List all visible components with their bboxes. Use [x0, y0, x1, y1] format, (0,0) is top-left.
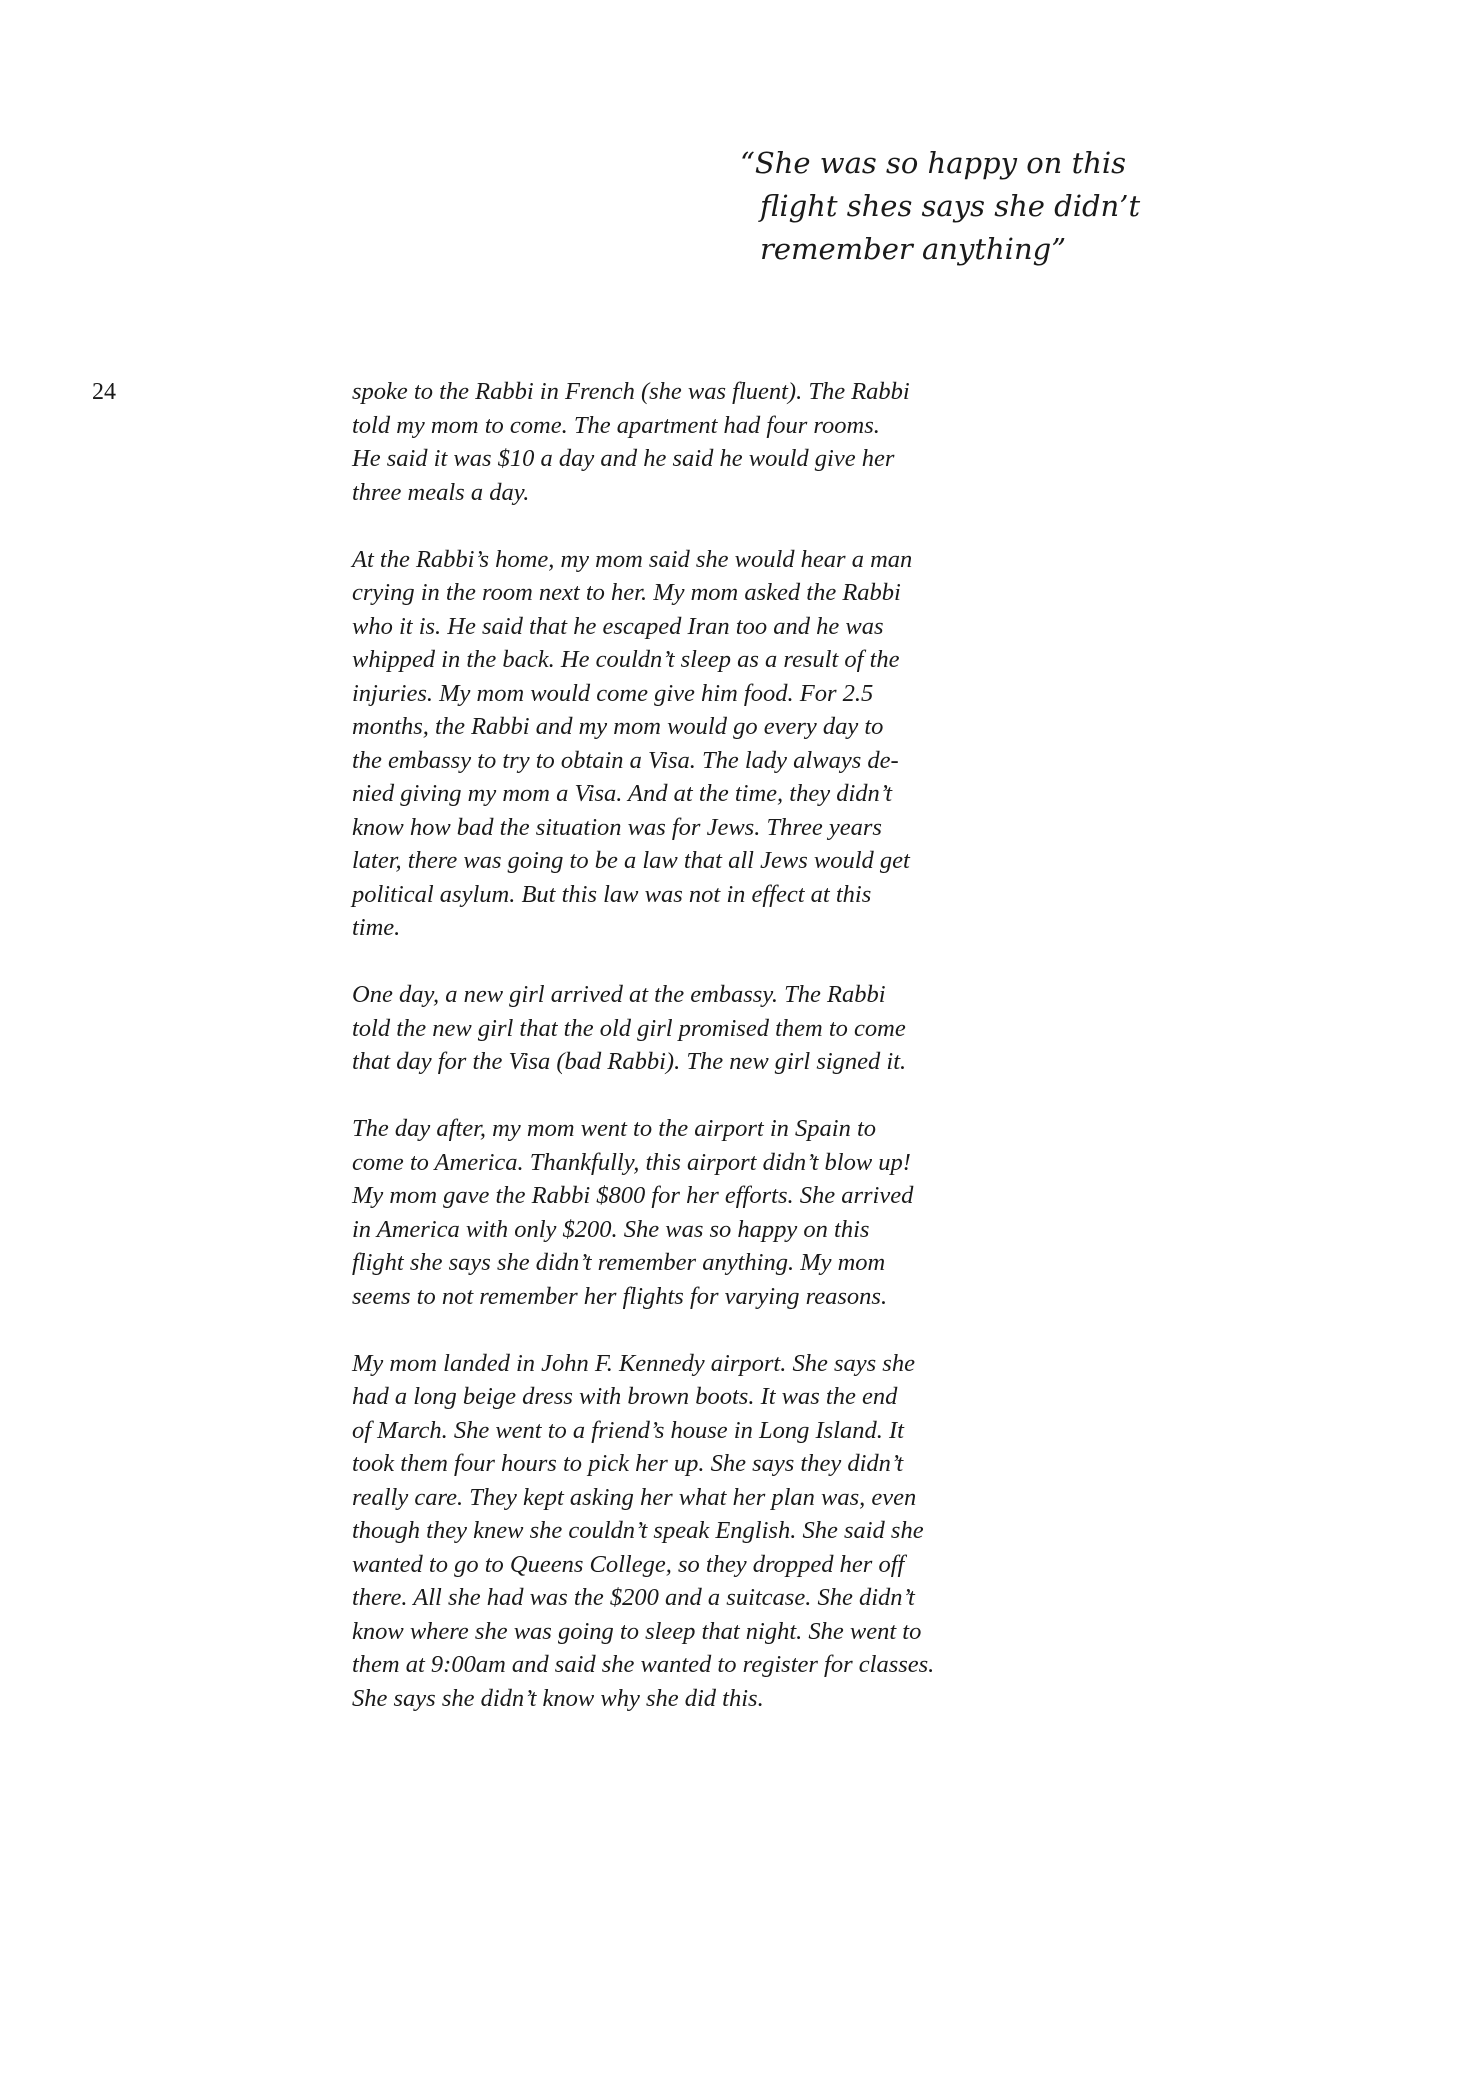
text-line: who it is. He said that he escaped Iran too and he was [352, 612, 884, 640]
text-line: One day, a new girl arrived at the embassy. The Rabbi [352, 981, 886, 1008]
text-line: there. All she had was the $200 and a suitcase. She didn’t [352, 1584, 915, 1611]
body-text [352, 375, 952, 1749]
text-line: later, there was going to be a law that all Jews would get [352, 847, 910, 874]
text-line: whipped in the back. He couldn’t sleep as a result of the [352, 646, 900, 673]
text-line: told the new girl that the old girl promised them to come [352, 1014, 906, 1042]
paragraph [352, 1347, 952, 1716]
text-line: in America with only $200. She was so happy on this [352, 1215, 870, 1243]
paragraph [352, 978, 952, 1079]
text-line: My mom gave the Rabbi $800 for her efforts. She arrived [352, 1182, 914, 1209]
text-line: political asylum. But this law was not in effect at this [352, 880, 872, 908]
text-line: He said it was $10 a day and he said he would give her [352, 445, 895, 472]
pull-quote-line: remember anything” [760, 232, 1067, 266]
pull-quote [740, 142, 1160, 271]
text-line: At the Rabbi’s home, my mom said she would hear a man [352, 545, 913, 573]
text-line: spoke to the Rabbi in French (she was fluent). The Rabbi [352, 378, 910, 405]
page-number: 24 [92, 379, 116, 405]
text-line: flight she says she didn’t remember anything. My mom [352, 1249, 886, 1276]
text-line: months, the Rabbi and my mom would go every day to [352, 713, 884, 740]
text-line: the embassy to try to obtain a Visa. The lady always de- [352, 746, 899, 774]
text-line: nied giving my mom a Visa. And at the time, they didn’t [352, 780, 893, 807]
paragraph [352, 543, 952, 945]
text-line: The day after, my mom went to the airport in Spain to [352, 1115, 876, 1142]
text-line: know where she was going to sleep that night. She went to [352, 1617, 922, 1645]
pull-quote-line: flight shes says she didn’t [760, 189, 1141, 223]
paragraph [352, 1112, 952, 1313]
text-line: three meals a day. [352, 478, 530, 506]
text-line: told my mom to come. The apartment had four rooms. [352, 411, 880, 439]
text-line: come to America. Thankfully, this airport didn’t blow up! [352, 1148, 911, 1176]
text-line: crying in the room next to her. My mom asked the Rabbi [352, 579, 901, 606]
text-line: had a long beige dress with brown boots. It was the end [352, 1383, 898, 1410]
paragraph [352, 375, 952, 509]
text-line: know how bad the situation was for Jews. Three years [352, 813, 882, 841]
text-line: really care. They kept asking her what her plan was, even [352, 1483, 917, 1511]
text-line: wanted to go to Queens College, so they dropped her off [352, 1550, 905, 1578]
text-line: seems to not remember her flights for varying reasons. [352, 1282, 888, 1310]
text-line: of March. She went to a friend’s house in Long Island. It [352, 1416, 904, 1444]
pull-quote-line: “She was so happy on this [740, 146, 1127, 180]
text-line: time. [352, 914, 401, 941]
text-line: My mom landed in John F. Kennedy airport. She says she [352, 1349, 915, 1377]
text-line: injuries. My mom would come give him food. For 2.5 [352, 679, 874, 707]
text-line: took them four hours to pick her up. She says they didn’t [352, 1450, 904, 1477]
text-line: them at 9:00am and said she wanted to register for classes. [352, 1651, 935, 1678]
text-line: though they knew she couldn’t speak English. She said she [352, 1517, 924, 1544]
text-line: She says she didn’t know why she did this. [352, 1684, 764, 1712]
text-line: that day for the Visa (bad Rabbi). The new girl signed it. [352, 1048, 907, 1075]
